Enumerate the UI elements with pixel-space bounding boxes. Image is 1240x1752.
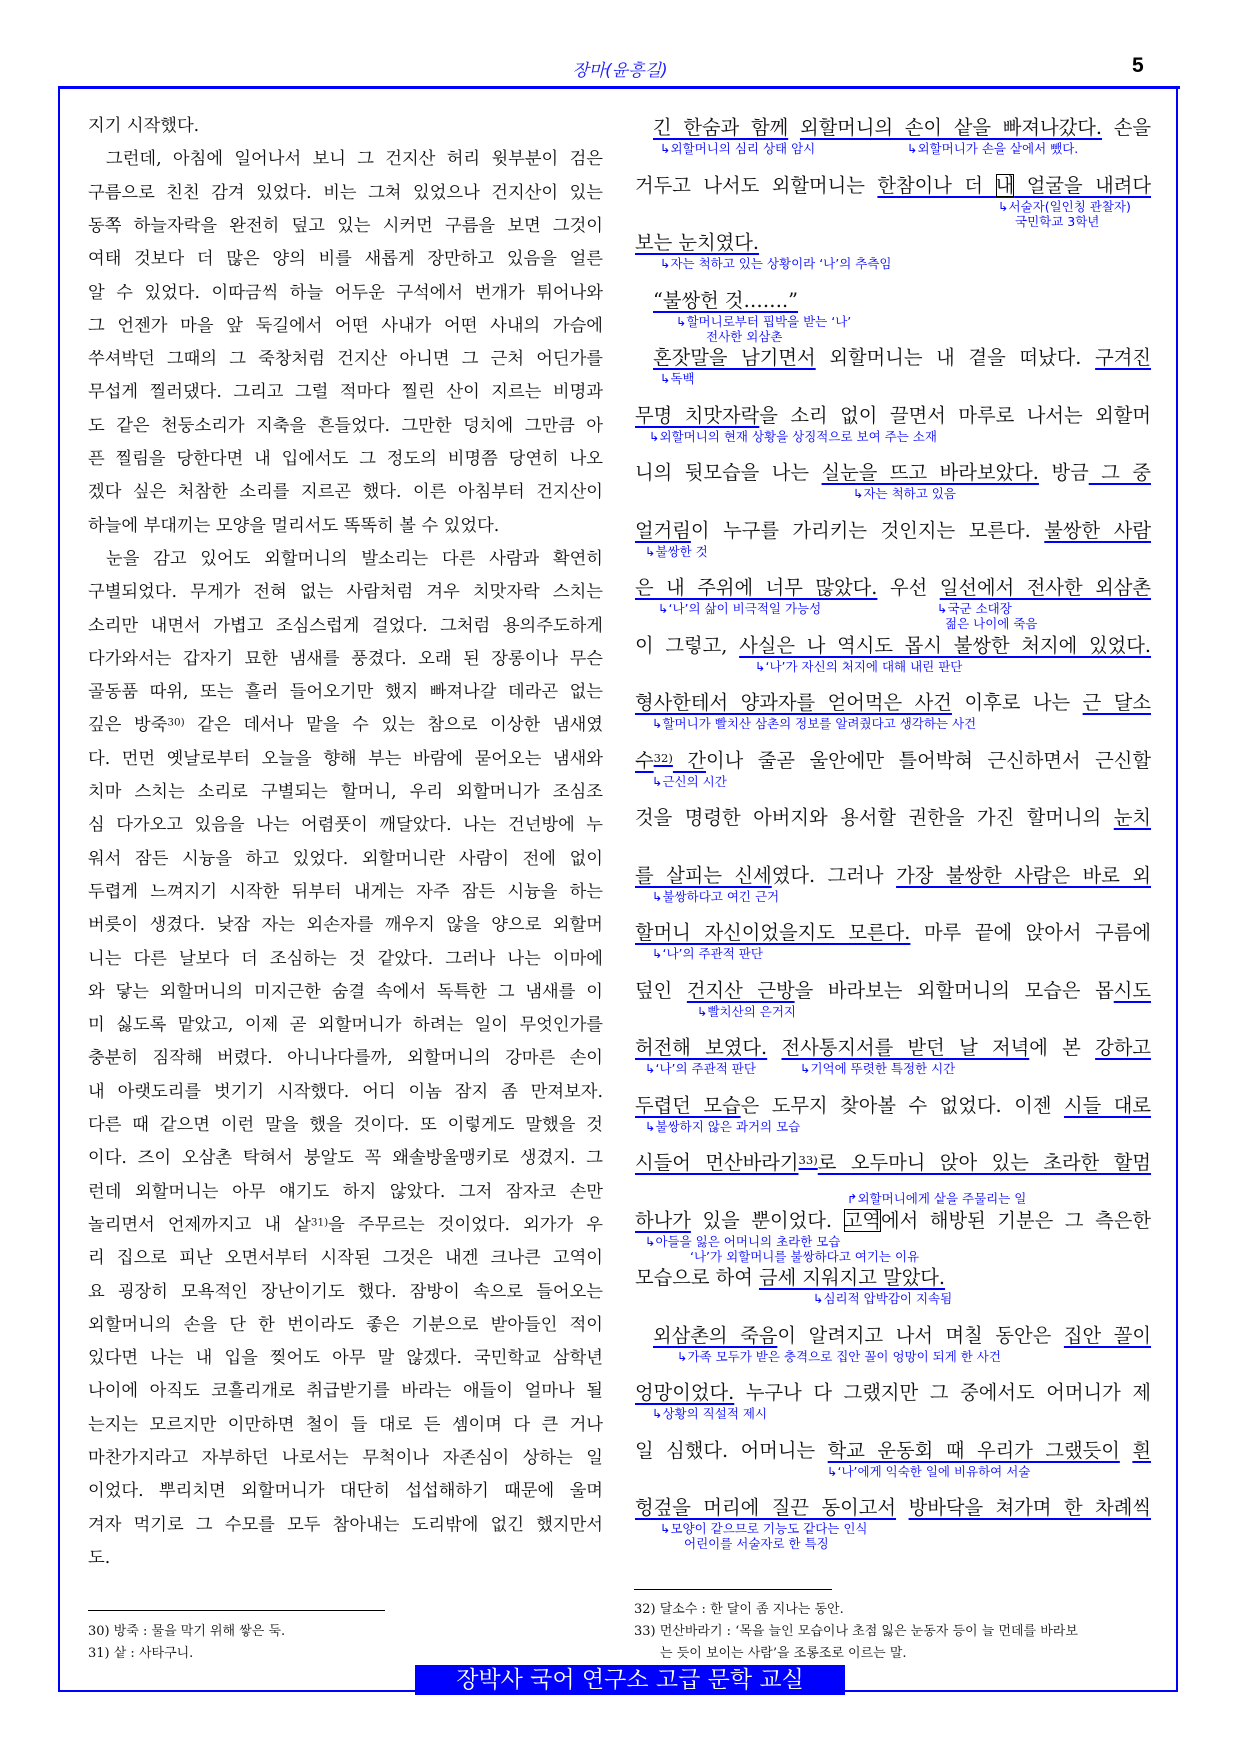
text-span: 마루 끝에 앉아서 구름에 bbox=[910, 921, 1151, 944]
underlined-text: 학교 운동회 때 우리가 그랬듯이 bbox=[827, 1438, 1120, 1462]
left-text-line: 그 언젠가 마을 앞 둑길에서 어떤 사내가 어떤 사내의 가슴에 bbox=[88, 315, 603, 336]
left-text-line: 외할머니의 손을 단 한 번이라도 좋은 기분으로 받아들인 적이 bbox=[88, 1314, 603, 1335]
underlined-text: 시들어 먼산바라기 bbox=[635, 1151, 799, 1174]
underlined-text: 무명 치맛자락 bbox=[635, 403, 760, 427]
right-text-line bbox=[635, 229, 1151, 257]
text-span: 을 바라보는 외할머니의 모습은 몹 bbox=[794, 978, 1114, 1002]
annotation-note: ↳외할머니의 현재 상황을 상징적으로 보여 주는 소재 bbox=[649, 428, 937, 444]
underlined-text: 허전해 보였다. bbox=[635, 1036, 768, 1059]
text-span: 덮인 bbox=[635, 978, 687, 1002]
left-text-line: 런데 외할머니는 아무 얘기도 하지 않았다. 그저 잠자코 손만 bbox=[88, 1181, 603, 1202]
left-text-line: 나이에 아직도 코흘리개로 취급받기를 바라는 애들이 얼마나 될 bbox=[88, 1381, 603, 1402]
text-span: 우선 bbox=[877, 576, 940, 599]
left-text-line: 도. bbox=[88, 1547, 111, 1568]
underlined-text: 근 달소 bbox=[1082, 691, 1151, 714]
running-header-title: 장마(윤흥길) bbox=[572, 61, 668, 81]
underlined-text: 전사통지서를 받던 날 저녁 bbox=[781, 1036, 1030, 1059]
text-span: 이나 줄곧 울안에만 틀어박혀 근신하면서 근신할 bbox=[706, 748, 1151, 772]
underlined-text: 긴 한숨과 함께 bbox=[653, 116, 789, 139]
right-text-line bbox=[635, 1494, 1151, 1522]
annotation-note: ↳가족 모두가 받은 충격으로 집안 꼴이 엉망이 되게 한 사건 bbox=[677, 1348, 1001, 1364]
text-span: 이후로 나는 bbox=[951, 691, 1083, 714]
underlined-text: 금세 지워지고 말았다. bbox=[759, 1266, 946, 1289]
boxed-text: 고역 bbox=[843, 1208, 881, 1232]
left-text-line: 니는 다른 날보다 더 조심하는 것 같았다. 그러나 나는 이마에 bbox=[88, 948, 603, 969]
underlined-text: 한참이나 더 bbox=[877, 173, 996, 197]
left-text-line: 구름으로 친친 감겨 있었다. 비는 그쳐 있었으나 건지산이 있는 bbox=[88, 182, 603, 203]
underlined-text: 외삼촌의 죽음 bbox=[653, 1323, 778, 1347]
text-span: 니의 뒷모습을 나는 bbox=[635, 461, 822, 484]
right-text-line bbox=[635, 689, 1151, 717]
left-text-line: 겠다 싶은 처참한 소리를 지르곤 했다. 이른 아침부터 건지산이 bbox=[88, 482, 603, 503]
right-text-line bbox=[635, 1092, 1151, 1120]
underlined-text: 하나가 bbox=[635, 1208, 691, 1232]
text-span: 손을 bbox=[1102, 116, 1151, 139]
text-span: 거두고 나서도 외할머니는 bbox=[635, 173, 878, 197]
right-text-line bbox=[635, 344, 1151, 372]
left-text-line: 미 싫도록 맡았고, 이제 곧 외할머니가 하려는 일이 무엇인가를 bbox=[88, 1015, 603, 1036]
text-span bbox=[896, 1496, 909, 1519]
underlined-text: 그 중 bbox=[1088, 461, 1151, 484]
annotation-note: ↳모양이 같으므로 기능도 같다는 인식 bbox=[660, 1521, 868, 1536]
annotation-note: ↳아들을 잃은 어머니의 초라한 모습 bbox=[645, 1233, 841, 1249]
left-text-line: 두렵게 느껴지기 시작한 뒤부터 내게는 자주 잠든 시늉을 하는 bbox=[88, 881, 603, 902]
underlined-text: 불쌍한 사람 bbox=[1044, 518, 1151, 542]
left-text-line: 버릇이 생겼다. 낮잠 자는 외손자를 깨우지 않을 양으로 외할머 bbox=[88, 915, 603, 936]
boxed-text: 내 bbox=[995, 173, 1015, 197]
underlined-text: 흰 bbox=[1132, 1438, 1151, 1462]
text-span: 있을 뿐이었다. bbox=[690, 1208, 844, 1232]
text-span: 외할머니는 내 곁을 떠났다. bbox=[815, 346, 1096, 369]
underlined-text: 간 bbox=[672, 748, 707, 772]
underlined-text: 얼굴을 내려다 bbox=[1014, 173, 1151, 197]
underlined-text: 구겨진 bbox=[1095, 346, 1151, 369]
page-number: 5 bbox=[1132, 54, 1144, 77]
left-text-line: 눈을 감고 있어도 외할머니의 발소리는 다른 사람과 확연히 bbox=[106, 548, 603, 569]
annotation-note: ↳심리적 압박감이 지속됨 bbox=[813, 1291, 953, 1306]
text-span: 이 누구를 가리키는 것인지는 모른다. bbox=[690, 518, 1045, 542]
underlined-text: “불쌍헌 것…….” bbox=[653, 288, 799, 312]
footnote-ref: 32) bbox=[653, 750, 673, 765]
underlined-text: 수 bbox=[635, 748, 654, 772]
text-span: 누구나 다 그랬지만 그 중에서도 어머니가 제 bbox=[734, 1381, 1151, 1404]
right-text-line bbox=[635, 1322, 1151, 1350]
footer-banner: 장박사 국어 연구소 고급 문학 교실 bbox=[415, 1665, 845, 1695]
text-span: 은 도무지 찾아볼 수 없었다. 이젠 bbox=[740, 1093, 1064, 1117]
right-text-line bbox=[635, 114, 1151, 142]
underlined-text: 시도 bbox=[1113, 978, 1151, 1002]
text-span: 을 주무르는 것이었다. 외가가 우 bbox=[328, 1214, 603, 1235]
annotation-note: ↳‘나’의 삶이 비극적일 가능성 bbox=[658, 601, 822, 616]
annotation-note: 전사한 외삼촌 bbox=[706, 328, 783, 344]
annotation-note: 젊은 나이에 죽음 bbox=[945, 616, 1038, 631]
annotation-note: ↳빨치산의 은거지 bbox=[697, 1003, 796, 1019]
left-text-line: 하늘에 부대끼는 모양을 멀리서도 똑똑히 볼 수 있었다. bbox=[88, 515, 500, 536]
text-span: 놀리면서 언제까지고 내 샅 bbox=[88, 1214, 311, 1235]
left-text-line: 겨자 먹기로 그 수모를 모두 참아내는 도리밖에 없긴 했지만서 bbox=[88, 1514, 603, 1535]
text-span: 이 알려지고 나서 며칠 동안은 bbox=[777, 1323, 1064, 1347]
annotation-note: 국민학교 3학년 bbox=[1015, 213, 1100, 229]
annotation-note: ↳외할머니의 심리 상태 암시 bbox=[660, 141, 816, 156]
left-text-line: 골동품 따위, 또는 흘러 들어오기만 했지 빠져나갈 데라곤 없는 bbox=[88, 682, 603, 703]
right-text-line bbox=[635, 287, 1151, 315]
left-text-line bbox=[88, 1213, 603, 1237]
right-text-line bbox=[635, 919, 1151, 947]
underlined-text: 보는 눈치였다. bbox=[635, 231, 760, 254]
text-span: 에 본 bbox=[1029, 1036, 1096, 1059]
annotation-note: ↳불쌍하지 않은 과거의 모습 bbox=[645, 1118, 801, 1134]
right-text-line bbox=[635, 632, 1151, 660]
left-text-line: 소리만 내면서 가볍고 조심스럽게 걸었다. 그처럼 용의주도하게 bbox=[88, 615, 603, 636]
underlined-text: 강하고 bbox=[1095, 1036, 1151, 1059]
annotation-note: ↳‘나’에게 익숙한 일에 비유하여 서술 bbox=[827, 1463, 1031, 1479]
underlined-text: 건지산 근방 bbox=[686, 978, 795, 1002]
footnote-33: 33) 먼산바라기 : ‘목을 늘인 모습이나 초점 잃은 눈동자 등이 늘 먼데를 바라보 bbox=[634, 1624, 1078, 1639]
left-text-line: 워서 잠든 시늉을 하고 있었다. 외할머니란 사람이 전에 없이 bbox=[88, 848, 603, 869]
underlined-text: 얼거림 bbox=[635, 518, 691, 542]
left-text-line: 요 굉장히 모욕적인 장난이기도 했다. 잠방이 속으로 들어오는 bbox=[88, 1281, 603, 1302]
text-span: 것을 명령한 아버지와 용서할 권한을 가진 할머니의 bbox=[635, 806, 1114, 829]
annotation-note: ↳독백 bbox=[660, 371, 695, 386]
annotation-note: ↳불쌍하다고 여긴 근거 bbox=[652, 888, 780, 904]
footnote-ref: 30) bbox=[167, 716, 185, 729]
left-text-line: 치마 스치는 소리로 구별되는 할머니, 우리 외할머니가 조심조 bbox=[88, 782, 603, 802]
left-text-line: 마찬가지라고 자부하던 나로서는 무척이나 자존심이 상하는 일 bbox=[88, 1448, 603, 1468]
text-span: 같은 데서나 맡을 수 있는 참으로 이상한 냄새였 bbox=[184, 715, 603, 736]
right-text-line bbox=[635, 402, 1151, 430]
left-text-line: 다. 먼먼 옛날로부터 오늘을 향해 부는 바람에 묻어오는 냄새와 bbox=[88, 748, 603, 769]
underlined-text: 할머니 자신이었을지도 모른다. bbox=[635, 921, 911, 944]
left-text-line: 이었다. 뿌리치면 외할머니가 대단히 섭섭해하기 때문에 울며 bbox=[88, 1481, 603, 1502]
right-text-line bbox=[635, 862, 1151, 890]
left-text-line: 는지는 모르지만 이만하면 철이 들 대로 든 셈이며 다 큰 거나 bbox=[88, 1414, 603, 1435]
annotation-note: ↳외할머니가 손을 샅에서 뺐다. bbox=[907, 141, 1079, 156]
underlined-text: 가장 불쌍한 사람은 바로 외 bbox=[896, 863, 1151, 887]
annotation-note: ↳상황의 직설적 제시 bbox=[652, 1406, 768, 1421]
annotation-note: ↳서술자(일인칭 관찰자) bbox=[998, 198, 1131, 214]
annotation-note: ↳‘나’의 주관적 판단 bbox=[645, 1061, 756, 1076]
footnote-30: 30) 방죽 : 물을 막기 위해 쌓은 둑. bbox=[88, 1624, 286, 1639]
footnote-ref: 31) bbox=[310, 1216, 329, 1229]
left-text-line: 구별되었다. 무게가 전혀 없는 사람처럼 겨우 치맛자락 스치는 bbox=[88, 582, 603, 603]
underlined-text: 방바닥을 쳐가며 한 차례씩 bbox=[908, 1496, 1151, 1519]
annotation-note: ↳국군 소대장 bbox=[937, 601, 1012, 616]
annotation-note: ↳근신의 시간 bbox=[652, 773, 727, 789]
text-span: 에서 해방된 기분은 그 측은한 bbox=[880, 1208, 1151, 1232]
left-text-line bbox=[88, 713, 603, 737]
left-text-line: 심 다가오고 있음을 나는 어렴풋이 깨달았다. 나는 건넌방에 누 bbox=[88, 815, 603, 836]
annotation-note: ↳할머니로부터 핍박을 받는 ‘나’ bbox=[676, 313, 852, 329]
right-text-line bbox=[635, 1149, 1151, 1177]
left-footnote-rule bbox=[88, 1610, 385, 1611]
underlined-text: 은 내 주위에 너무 많았다. bbox=[635, 576, 878, 599]
footnote-32: 32) 달소수 : 한 달이 좀 지나는 동안. bbox=[634, 1602, 844, 1617]
underlined-text: 헝겊을 머리에 질끈 동이고서 bbox=[635, 1496, 897, 1519]
underlined-text: 를 살피는 신세 bbox=[635, 863, 772, 887]
left-text-line: 와 닿는 외할머니의 미지근한 숨결 속에서 독특한 그 냄새를 이 bbox=[88, 981, 603, 1002]
left-text-line: 다가와서는 갑자기 묘한 냄새를 풍겼다. 오래 된 장롱이나 무슨 bbox=[88, 648, 603, 669]
text-span bbox=[788, 116, 800, 139]
text-span bbox=[1120, 1439, 1133, 1462]
text-span: 였다. 그러나 bbox=[771, 863, 897, 887]
left-text-line: 리 집으로 피난 오면서부터 시작된 그것은 내겐 크나큰 고역이 bbox=[88, 1248, 603, 1269]
left-text-line: 무섭게 찔러댔다. 그리고 그럴 적마다 찔린 산이 지르는 비명과 bbox=[88, 382, 603, 403]
annotation-note: ‘나’가 외할머니를 불쌍하다고 여기는 이유 bbox=[690, 1248, 920, 1264]
underlined-text: 눈치 bbox=[1113, 806, 1151, 829]
left-text-line: 지기 시작했다. bbox=[88, 116, 200, 136]
underlined-text: 로 오두마니 앉아 있는 초라한 할멈 bbox=[817, 1151, 1152, 1174]
right-text-line bbox=[635, 1437, 1151, 1465]
underlined-text: 형사한테서 양과자를 얻어먹은 사건 bbox=[635, 691, 952, 714]
left-text-line: 여태 것보다 더 많은 양의 비를 새롭게 장만하고 있음을 얼른 bbox=[88, 249, 603, 270]
left-text-line: 내 아랫도리를 벗기기 시작했다. 어디 이놈 잠지 좀 만져보자. bbox=[88, 1081, 603, 1102]
underlined-text: 혼잣말을 남기면서 bbox=[653, 346, 816, 369]
text-span: 방금 bbox=[1038, 461, 1089, 484]
text-span: 일 심했다. 어머니는 bbox=[635, 1438, 828, 1462]
left-text-line: 다른 때 같으면 이런 말을 했을 것이다. 또 이렇게도 말했을 것 bbox=[88, 1115, 603, 1135]
text-span: 모습으로 하여 bbox=[635, 1266, 760, 1289]
underlined-text: 시들 대로 bbox=[1063, 1093, 1151, 1117]
left-text-line: 있다면 나는 내 입을 찢어도 아무 말 않겠다. 국민학교 삼학년 bbox=[88, 1348, 603, 1369]
right-text-line bbox=[635, 804, 1151, 832]
right-text-line bbox=[635, 747, 1151, 775]
left-text-line: 픈 찔림을 당한다면 내 입에서도 그 정도의 비명쯤 당연히 나오 bbox=[88, 449, 603, 469]
annotation-note: ↳‘나’가 자신의 처지에 대해 내린 판단 bbox=[755, 658, 963, 674]
annotation-note: 어린이를 서술자로 한 특징 bbox=[684, 1536, 829, 1551]
annotation-note: ↳할머니가 빨치산 삼촌의 정보를 알려줬다고 생각하는 사건 bbox=[652, 716, 977, 731]
underlined-text: 일선에서 전사한 외삼촌 bbox=[939, 576, 1151, 599]
right-text-line bbox=[635, 1379, 1151, 1407]
text-span: 을 소리 없이 끌면서 마루로 나서는 외할머 bbox=[759, 403, 1151, 427]
annotation-note: ↳‘나’의 주관적 판단 bbox=[652, 946, 763, 961]
left-text-line: 이다. 즈이 오삼촌 탁혀서 붕알도 꼭 왜솔방울맹키로 생겼지. 그 bbox=[88, 1148, 603, 1169]
underlined-text: 두렵던 모습 bbox=[635, 1093, 741, 1117]
left-text-line: 알 수 있었다. 이따금씩 하늘 어두운 구석에서 번개가 튀어나와 bbox=[88, 282, 603, 303]
underlined-text: 사실은 나 역시도 몹시 불쌍한 처지에 있었다. bbox=[739, 633, 1151, 657]
right-text-line bbox=[635, 574, 1151, 602]
right-text-line bbox=[635, 517, 1151, 545]
text-span: 깊은 방죽 bbox=[88, 715, 168, 736]
footnote-33-cont: 는 듯이 보이는 사람’을 조롱조로 이르는 말. bbox=[660, 1646, 907, 1661]
right-text-line bbox=[635, 459, 1151, 487]
footnote-31: 31) 샅 : 사타구니. bbox=[88, 1646, 194, 1661]
left-text-line: 충분히 짐작해 버렸다. 아니나다를까, 외할머니의 강마른 손이 bbox=[88, 1048, 603, 1069]
right-text-line bbox=[635, 1264, 1151, 1292]
annotation-note: ↳자는 척하고 있는 상황이라 ‘나’의 추측임 bbox=[660, 256, 892, 271]
annotation-note: ↳기억에 뚜렷한 특정한 시간 bbox=[800, 1061, 956, 1076]
left-text-line: 쑤셔박던 그때의 그 죽창처럼 건지산 아니면 그 근처 어딘가를 bbox=[88, 349, 603, 370]
annotation-note: ↳불쌍한 것 bbox=[645, 543, 708, 559]
left-text-line: 그런데, 아침에 일어나서 보니 그 건지산 허리 윗부분이 검은 bbox=[106, 149, 603, 170]
underlined-text: 엉망이었다. bbox=[635, 1381, 735, 1404]
left-text-line: 도 같은 천둥소리가 지축을 흔들었다. 그만한 덩치에 그만큼 아 bbox=[88, 415, 603, 436]
right-text-line bbox=[635, 1207, 1151, 1235]
text-span bbox=[767, 1036, 781, 1059]
left-text-line: 동쪽 하늘자락을 완전히 덮고 있는 시커먼 구름을 보면 그것이 bbox=[88, 215, 603, 236]
right-text-line bbox=[635, 172, 1151, 200]
underlined-text: 집안 꼴이 bbox=[1063, 1323, 1151, 1347]
annotation-note: ↳자는 척하고 있음 bbox=[853, 486, 956, 501]
footnote-ref: 33) bbox=[798, 1152, 818, 1167]
right-footnote-rule bbox=[634, 1589, 832, 1590]
annotation-note: ↱외할머니에게 샅을 주물리는 일 bbox=[847, 1191, 1027, 1206]
underlined-text: 실눈을 뜨고 바라보았다. bbox=[821, 461, 1039, 484]
underlined-text: 외할머니의 손이 샅을 빠져나갔다. bbox=[799, 116, 1103, 139]
right-text-line bbox=[635, 977, 1151, 1005]
right-text-line bbox=[635, 1034, 1151, 1062]
text-span: 이 그렇고, bbox=[635, 633, 740, 657]
